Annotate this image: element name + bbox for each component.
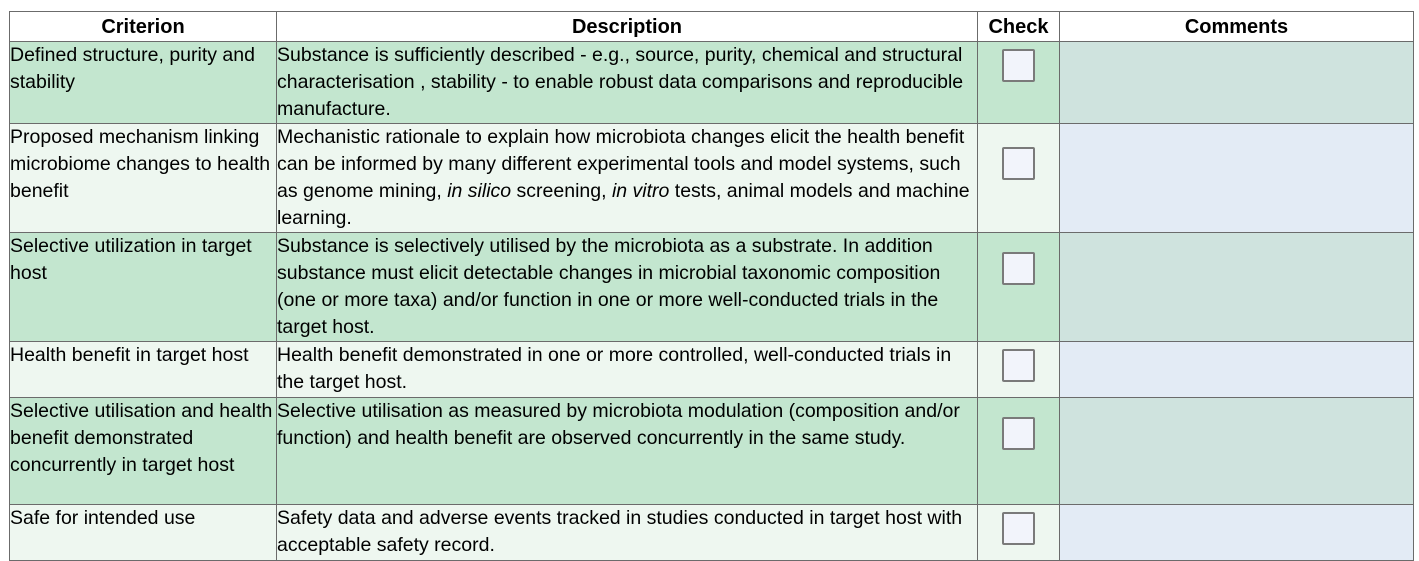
description-cell	[277, 124, 978, 233]
check-cell	[978, 398, 1060, 505]
description-cell	[277, 398, 978, 505]
description-text: Health benefit demonstrated in one or more controlled, well-conducted trials in the target host.	[277, 344, 952, 393]
description-text: Selective utilisation as measured by microbiota modulation (composition and/or function) and health benefit are observed concurrently in the same study.	[277, 400, 960, 449]
description-text: Mechanistic rationale to explain how microbiota changes elicit the health benefit can be informed by many different experimental tools and model systems, such as genome mining,	[277, 126, 965, 202]
comments-cell[interactable]	[1060, 342, 1414, 398]
criterion-checkbox[interactable]	[1002, 252, 1035, 285]
table-row	[10, 505, 1414, 561]
criterion-checkbox[interactable]	[1002, 147, 1035, 180]
description-cell	[277, 233, 978, 342]
table-row	[10, 398, 1414, 505]
criterion-checkbox[interactable]	[1002, 512, 1035, 545]
criterion-cell: Selective utilisation and health benefit demonstrated concurrently in target host	[10, 398, 277, 505]
table-row	[10, 42, 1414, 124]
criterion-checkbox[interactable]	[1002, 49, 1035, 82]
description-text: Substance is selectively utilised by the microbiota as a substrate. In addition substance must elicit detectable changes in microbial taxonomic composition (one or more taxa) and/or function in one or more well-conducted trials in the target host.	[277, 235, 941, 338]
comments-cell[interactable]	[1060, 505, 1414, 561]
description-cell	[277, 505, 978, 561]
criterion-checkbox[interactable]	[1002, 417, 1035, 450]
criterion-cell: Health benefit in target host	[10, 342, 277, 398]
description-italic-text: in silico	[447, 180, 512, 202]
criterion-cell: Proposed mechanism linking microbiome changes to health benefit	[10, 124, 277, 233]
criteria-rows	[10, 42, 1414, 561]
description-text: screening,	[511, 180, 612, 202]
check-cell	[978, 342, 1060, 398]
check-header: Check	[978, 12, 1060, 42]
check-cell	[978, 42, 1060, 124]
description-cell	[277, 42, 978, 124]
table-row	[10, 124, 1414, 233]
comments-cell[interactable]	[1060, 124, 1414, 233]
check-cell	[978, 124, 1060, 233]
table-row	[10, 342, 1414, 398]
table-row	[10, 233, 1414, 342]
criterion-cell: Defined structure, purity and stability	[10, 42, 277, 124]
description-header: Description	[277, 12, 978, 42]
check-cell	[978, 233, 1060, 342]
description-text: Safety data and adverse events tracked in studies conducted in target host with acceptable safety record.	[277, 507, 963, 556]
criterion-cell: Selective utilization in target host	[10, 233, 277, 342]
description-text: tests, animal models and machine learning.	[277, 180, 970, 229]
criterion-checkbox[interactable]	[1002, 349, 1035, 382]
comments-header: Comments	[1060, 12, 1414, 42]
criterion-header: Criterion	[10, 12, 277, 42]
description-text: Substance is sufficiently described - e.g., source, purity, chemical and structural characterisation , stability - to enable robust data comparisons and reproducible manufacture.	[277, 44, 964, 120]
description-cell	[277, 342, 978, 398]
criterion-cell: Safe for intended use	[10, 505, 277, 561]
header-row	[10, 12, 1414, 42]
comments-cell[interactable]	[1060, 398, 1414, 505]
description-italic-text: in vitro	[611, 180, 670, 202]
comments-cell[interactable]	[1060, 42, 1414, 124]
check-cell	[978, 505, 1060, 561]
criteria-table	[9, 11, 1414, 561]
comments-cell[interactable]	[1060, 233, 1414, 342]
